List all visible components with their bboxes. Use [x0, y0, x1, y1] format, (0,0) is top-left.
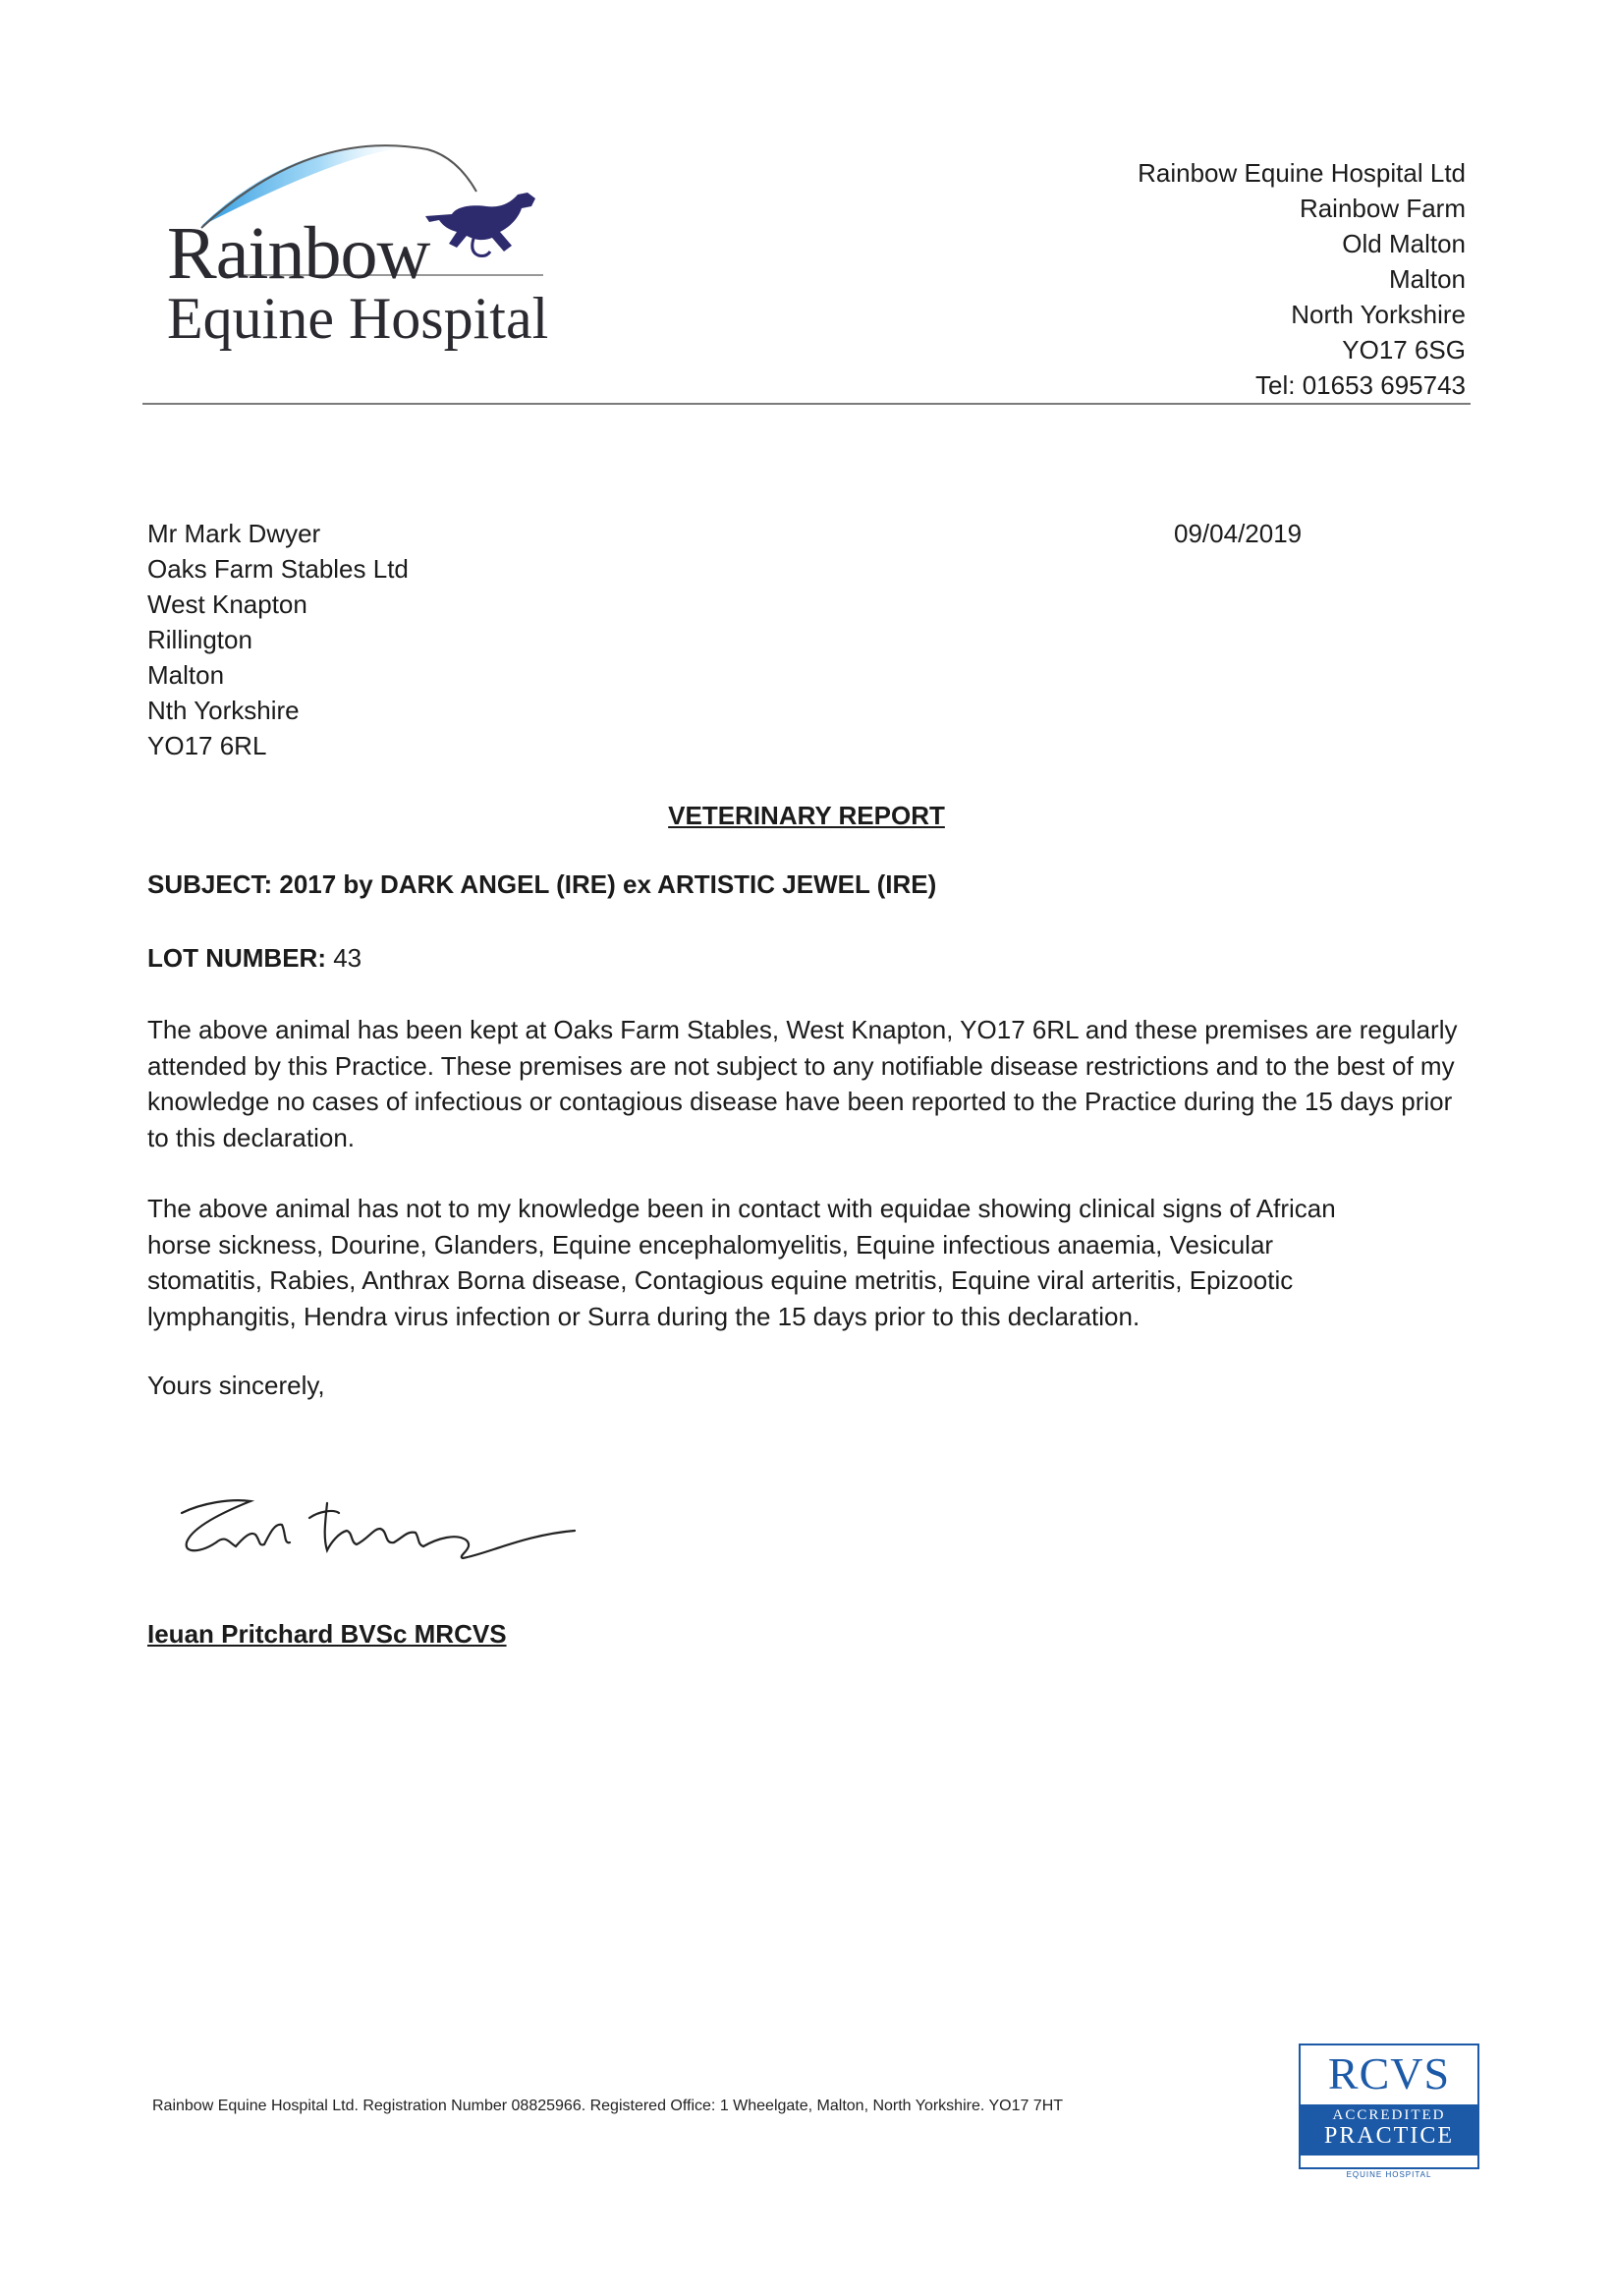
- header-divider: [142, 403, 1471, 405]
- recipient-line: Nth Yorkshire: [147, 696, 300, 725]
- body-paragraph: The above animal has been kept at Oaks Farm Stables, West Knapton, YO17 6RL and these premises are regularly attended by this Practice. These premises are not subject to any notifiable disease restrictions and to the best of my knowledge no cases of infectious or contagious disease have been reported to the Practice during the 15 days prior to this declaration.: [147, 1015, 1458, 1152]
- rcvs-logo-text: RCVS: [1327, 2048, 1451, 2099]
- sender-line: North Yorkshire: [1291, 300, 1466, 329]
- report-title: VETERINARY REPORT: [668, 801, 945, 830]
- sender-line: Rainbow Equine Hospital Ltd: [1138, 158, 1466, 188]
- sender-line: Old Malton: [1342, 229, 1466, 258]
- lot-number: [147, 943, 362, 974]
- recipient-address: [147, 516, 409, 763]
- report-subject: SUBJECT: 2017 by DARK ANGEL (IRE) ex ARTISTIC JEWEL (IRE): [147, 869, 937, 899]
- sender-address: [1138, 155, 1466, 403]
- lot-number-label: LOT NUMBER:: [147, 943, 326, 973]
- recipient-line: Malton: [147, 660, 225, 690]
- logo-wordmark-line1: Rainbow: [167, 212, 430, 295]
- sender-phone: Tel: 01653 695743: [1255, 370, 1466, 400]
- lot-number-value: 43: [333, 943, 362, 973]
- recipient-line: Rillington: [147, 625, 252, 654]
- horse-icon: [425, 193, 535, 256]
- recipient-line: Mr Mark Dwyer: [147, 519, 321, 548]
- sender-line: Malton: [1388, 264, 1466, 294]
- rcvs-small-text: EQUINE HOSPITAL: [1346, 2170, 1432, 2179]
- signer-name: Ieuan Pritchard BVSc MRCVS: [147, 1619, 507, 1649]
- body-paragraph: The above animal has not to my knowledge been in contact with equidae showing clinical signs of African horse sickness, Dourine, Glanders, Equine encephalomyelitis, Equine infectious anaemia, Vesicular stomatitis, Rabies, Anthrax Borna disease, Contagious equine metritis, Equine viral arteritis, Epizootic lymphangitis, Hendra virus infection or Surra during the 15 days prior to this declaration.: [147, 1194, 1336, 1331]
- closing-salutation: Yours sincerely,: [147, 1371, 325, 1400]
- rcvs-band-line2: PRACTICE: [1323, 2123, 1454, 2149]
- signature-scrawl: [162, 1474, 594, 1582]
- logo-wordmark-line2: Equine Hospital: [167, 286, 549, 351]
- rcvs-accreditation-badge: [1299, 2044, 1479, 2179]
- signature-image: [162, 1474, 594, 1587]
- letter-date: 09/04/2019: [1174, 519, 1303, 548]
- rcvs-band: [1301, 2104, 1477, 2156]
- recipient-line: Oaks Farm Stables Ltd: [147, 554, 409, 584]
- sender-line: YO17 6SG: [1342, 335, 1466, 364]
- sender-line: Rainbow Farm: [1299, 194, 1466, 223]
- hospital-logo: [162, 138, 584, 354]
- footer-registration: Rainbow Equine Hospital Ltd. Registration Number 08825966. Registered Office: 1 Wheelgate, Malton, North Yorkshire. YO17 7HT: [152, 2098, 1064, 2114]
- rcvs-band-line1: ACCREDITED: [1332, 2107, 1446, 2123]
- recipient-line: West Knapton: [147, 589, 307, 619]
- recipient-line: YO17 6RL: [147, 731, 267, 760]
